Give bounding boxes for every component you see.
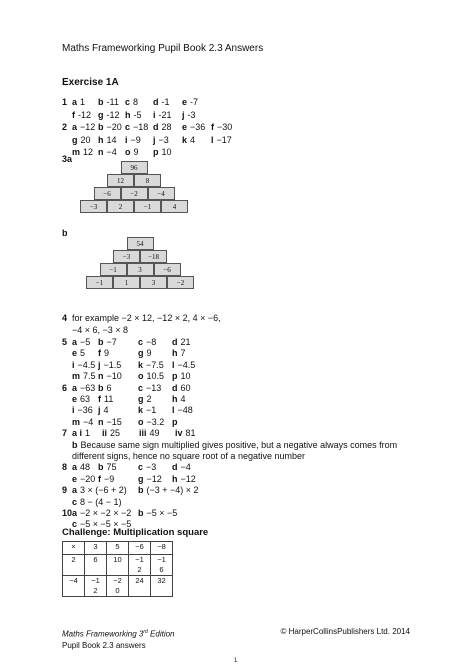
answer-part-label: a [72, 508, 78, 518]
answer-part-label: iv [175, 428, 183, 439]
pyramid-brick: 1 [113, 276, 140, 289]
answer-value: −63 [80, 382, 96, 393]
answer-item [172, 416, 181, 428]
table-cell: 3 [85, 542, 107, 555]
pyramid-brick: −6 [94, 187, 121, 200]
answer-part-label: c [72, 496, 78, 507]
answer-value: 49 [149, 428, 160, 439]
table-cell: 5 [107, 542, 129, 555]
answer-part-label: f [98, 394, 101, 404]
answer-value: 20 [80, 134, 91, 145]
answer-value: 25 [110, 428, 121, 439]
answer-item [172, 461, 191, 473]
answer-value: 28 [161, 122, 172, 132]
answer-item [172, 473, 196, 485]
answer-part-label: l [172, 359, 175, 370]
question-number: 5 [62, 337, 68, 347]
pyramid-brick: 3 [140, 276, 167, 289]
table-cell: −8 [151, 542, 173, 555]
answer-item [138, 370, 164, 382]
q7-b-text [72, 439, 397, 451]
answer-part-label: m [72, 371, 81, 382]
answer-part-label: p [153, 147, 159, 157]
answer-value: 3 × (−6 + 2) [80, 485, 127, 496]
answer-value: 4 [190, 134, 196, 145]
answer-value: 60 [180, 382, 191, 393]
answer-value: 75 [106, 462, 117, 473]
answer-part-label: d [153, 97, 159, 107]
answer-item [72, 461, 90, 473]
answer-value: 1 [85, 428, 91, 439]
page-number: 1 [234, 658, 238, 664]
answer-item [138, 507, 177, 519]
footer-copyright: © HarperCollinsPublishers Ltd. 2014 [280, 627, 410, 636]
answer-part-label: b [98, 122, 104, 132]
answer-item [138, 393, 152, 405]
answer-item [125, 134, 141, 146]
answer-item [98, 416, 122, 428]
answer-value: −2 × −2 × −2 [80, 508, 132, 518]
answer-part-label: k [182, 134, 188, 145]
answer-part-label: j [182, 109, 185, 120]
answer-item [211, 121, 232, 133]
answer-part-label: f [98, 473, 101, 484]
pyramid-brick: 4 [161, 200, 188, 213]
table-row [63, 576, 173, 597]
answer-value: −12 [180, 473, 196, 484]
answer-value: −18 [133, 122, 149, 132]
answer-item [72, 96, 85, 108]
pyramid-brick: 8 [134, 174, 161, 187]
answer-part-label: b [138, 508, 144, 518]
pyramid-brick: −3 [80, 200, 107, 213]
answer-value: −4 [83, 416, 94, 427]
answer-item [98, 382, 112, 394]
answer-item [125, 146, 139, 158]
table-cell: 24 [129, 576, 151, 597]
answer-item [98, 393, 113, 405]
answer-value: −3 [158, 134, 169, 145]
answer-item [72, 404, 93, 416]
answer-value: −4.5 [77, 359, 96, 370]
answer-part-label: f [211, 122, 214, 132]
footer-book: Pupil Book 2.3 answers [62, 640, 146, 650]
answer-value: 11 [104, 394, 114, 404]
pyramid-brick: −4 [148, 187, 175, 200]
pyramid-brick: 54 [127, 237, 154, 250]
answer-value: 14 [106, 134, 117, 145]
answer-item [138, 461, 156, 473]
pyramid-brick: 96 [121, 161, 148, 174]
answer-part-label: ii [102, 428, 108, 439]
answer-value: −13 [146, 382, 162, 393]
pyramid-brick: −2 [121, 187, 148, 200]
answer-part-label: a [72, 337, 78, 347]
answer-value: −3 [146, 462, 157, 473]
answer-value: Because same sign multiplied gives positive, but a negative always comes from [80, 439, 398, 450]
answer-value: 10.5 [146, 371, 165, 382]
answer-item [125, 109, 142, 121]
answer-part-label: o [138, 371, 144, 382]
answer-value: −20 [80, 473, 96, 484]
answer-item [72, 484, 127, 496]
answer-item [98, 121, 122, 133]
answer-value: -5 [133, 109, 142, 120]
answer-item [153, 146, 172, 158]
answer-value: 8 [133, 97, 139, 107]
pyramid-brick: −1 [100, 263, 127, 276]
answer-part-label: l [211, 134, 214, 145]
question-number: 2 [62, 122, 68, 132]
answer-part-label: p [172, 371, 178, 382]
answer-value: -3 [187, 109, 196, 120]
answer-part-label: b [98, 462, 104, 473]
answer-item [98, 336, 117, 348]
answer-value: −4 [106, 147, 117, 157]
answer-part-label: h [172, 473, 178, 484]
answer-item [172, 404, 193, 416]
table-cell: −4 [63, 576, 85, 597]
answer-part-label: j [98, 359, 101, 370]
answer-part-label: b [98, 337, 104, 347]
answer-value: 2 [146, 394, 152, 404]
answer-value: -7 [190, 97, 199, 107]
answer-part-label: e [182, 97, 188, 107]
answer-part-label: a i [72, 428, 83, 439]
table-cell: −2 0 [107, 576, 129, 597]
answer-part-label: j [153, 134, 156, 145]
answer-item [125, 121, 148, 133]
answer-part-label: e [182, 122, 188, 132]
answer-part-label: b [98, 382, 104, 393]
answer-part-label: c [138, 382, 144, 393]
answer-value: −3.2 [146, 416, 165, 427]
answer-part-label: b [138, 485, 144, 496]
answer-part-label: n [98, 147, 104, 157]
answer-item [182, 109, 196, 121]
answer-value: -11 [106, 97, 119, 107]
answer-item [72, 416, 93, 428]
answer-value: 8 − (4 − 1) [80, 496, 122, 507]
multiplication-square [62, 541, 173, 597]
exercise-heading: Exercise 1A [62, 77, 119, 88]
answer-value: 9 [146, 348, 152, 359]
answer-value: −48 [177, 405, 193, 416]
answer-item [72, 496, 122, 508]
answer-item [153, 121, 172, 133]
answer-part-label: n [98, 371, 104, 382]
pyramid-brick: −6 [154, 263, 181, 276]
pyramid-brick: 12 [107, 174, 134, 187]
answer-item [98, 461, 117, 473]
pyramid-brick: 2 [107, 200, 134, 213]
answer-part-label: o [138, 416, 144, 427]
q3b-label: b [62, 228, 68, 238]
answer-value: 63 [80, 394, 91, 404]
answer-item [138, 484, 199, 496]
answer-part-label: e [72, 394, 78, 404]
answer-part-label: m [72, 147, 81, 157]
answer-value: −5 × −5 [146, 508, 178, 518]
question-number: 1 [62, 97, 68, 107]
answer-value: −30 [217, 122, 233, 132]
answer-item [98, 146, 117, 158]
answer-part-label: d [172, 337, 178, 347]
answer-item [139, 427, 160, 439]
answer-value: −9 [130, 134, 141, 145]
question-number: 8 [62, 462, 68, 473]
table-cell: −1 2 [85, 576, 107, 597]
answer-part-label: i [72, 405, 75, 416]
answer-item [72, 121, 95, 133]
table-row [63, 542, 173, 555]
answer-value: −5 × −5 × −5 [80, 519, 132, 530]
answer-item [138, 382, 161, 394]
answer-part-label: c [138, 462, 144, 473]
answer-part-label: c [138, 337, 144, 347]
answer-part-label: b [98, 97, 104, 107]
answer-item [72, 359, 95, 371]
table-row [63, 555, 173, 576]
answer-part-label: g [138, 348, 144, 359]
answer-part-label: f [98, 348, 101, 359]
answer-value: −7.5 [146, 359, 164, 370]
answer-part-label: c [125, 122, 131, 132]
answer-item [72, 347, 85, 359]
answer-part-label: k [138, 405, 144, 416]
answer-part-label: i [153, 109, 156, 120]
answer-part-label: g [98, 109, 104, 120]
answer-part-label: j [98, 405, 101, 416]
answer-item [172, 347, 186, 359]
answer-value: -1 [161, 97, 170, 107]
answer-item [98, 370, 122, 382]
table-cell: 2 [63, 555, 85, 576]
answer-item [153, 134, 169, 146]
footer-left [62, 627, 175, 651]
answer-value: 10 [161, 147, 172, 157]
answer-item [138, 416, 164, 428]
answer-item [98, 404, 109, 416]
answer-value: −1.5 [103, 359, 122, 370]
answer-value: −1 [146, 405, 157, 416]
answer-value: 5 [80, 348, 86, 359]
answer-value: 12 [83, 147, 94, 157]
answer-item [172, 370, 191, 382]
answer-value: −20 [106, 122, 122, 132]
answer-part-label: b [72, 439, 78, 450]
pyramid-brick: −1 [134, 200, 161, 213]
answer-part-label: a [72, 97, 78, 107]
answer-value: −4.5 [177, 359, 196, 370]
answer-value: -12 [106, 109, 120, 120]
pyramid-brick: −18 [140, 250, 167, 263]
answer-item [138, 359, 164, 371]
answer-item [172, 393, 186, 405]
answer-part-label: d [172, 382, 178, 393]
answer-item [211, 134, 232, 146]
answer-value: 81 [185, 428, 196, 439]
answer-part-label: e [72, 473, 78, 484]
answer-item [172, 336, 191, 348]
answer-part-label: a [72, 485, 78, 496]
answer-item [72, 473, 95, 485]
answer-value: −12 [80, 122, 96, 132]
answer-item [182, 134, 195, 146]
answer-item [72, 427, 90, 439]
pyramid-brick: −3 [113, 250, 140, 263]
answer-part-label: h [172, 394, 178, 404]
answer-item [98, 96, 119, 108]
answer-value: −8 [146, 337, 157, 347]
table-cell: 32 [151, 576, 173, 597]
answer-item [172, 382, 191, 394]
answer-value: −7 [106, 337, 117, 347]
answer-value: 9 [104, 348, 110, 359]
answer-item [72, 393, 90, 405]
pyramid-brick: −2 [167, 276, 194, 289]
answer-item [153, 96, 170, 108]
answer-value: −15 [106, 416, 122, 427]
answer-value: 21 [180, 337, 191, 347]
q7-b-text2: different signs, hence no square root of a negative number [72, 451, 305, 461]
answer-value: 9 [133, 147, 139, 157]
answer-value: 48 [80, 462, 91, 473]
answer-value: 6 [106, 382, 112, 393]
answer-item [98, 134, 117, 146]
answer-part-label: a [72, 122, 78, 132]
document-title: Maths Frameworking Pupil Book 2.3 Answers [62, 43, 264, 54]
answer-item [138, 473, 162, 485]
answer-part-label: e [72, 348, 78, 359]
answer-part-label: k [138, 359, 144, 370]
answer-item [72, 370, 96, 382]
answer-part-label: p [172, 416, 178, 427]
answer-item [98, 359, 121, 371]
answer-item [98, 109, 120, 121]
pyramid-brick: −1 [86, 276, 113, 289]
answer-item [138, 336, 156, 348]
question-number: 10 [62, 508, 73, 518]
answer-part-label: i [72, 359, 75, 370]
answer-part-label: a [72, 382, 78, 393]
answer-value: −17 [216, 134, 232, 145]
answer-item [153, 109, 172, 121]
q3a-label: 3a [62, 154, 73, 164]
answer-part-label: d [153, 122, 159, 132]
answer-item [72, 109, 91, 121]
answer-part-label: c [125, 97, 131, 107]
answer-item [72, 134, 91, 146]
answer-part-label: l [172, 405, 175, 416]
challenge-title: Challenge: Multiplication square [62, 527, 209, 538]
answer-part-label: g [72, 134, 78, 145]
answer-part-label: c [72, 519, 78, 530]
answer-value: −9 [104, 473, 115, 484]
answer-value: 4 [180, 394, 186, 404]
answer-item [98, 473, 114, 485]
answer-item [172, 359, 195, 371]
table-cell: −1 2 [129, 555, 151, 576]
question-number: 7 [62, 428, 68, 439]
answer-value: 7 [180, 348, 186, 359]
answer-item [182, 121, 205, 133]
answer-value: −36 [190, 122, 206, 132]
answer-value: −10 [106, 371, 122, 382]
answer-value: 4 [103, 405, 109, 416]
answer-part-label: iii [139, 428, 147, 439]
answer-item [102, 427, 120, 439]
answer-item [72, 146, 93, 158]
answer-item [72, 336, 90, 348]
answer-value: −5 [80, 337, 91, 347]
table-cell: × [63, 542, 85, 555]
answer-item [138, 404, 156, 416]
answer-item [182, 96, 198, 108]
answer-value: (−3 + −4) × 2 [146, 485, 199, 496]
answer-part-label: a [72, 462, 78, 473]
question-number: 9 [62, 485, 68, 496]
table-cell: 10 [107, 555, 129, 576]
answer-value: 1 [80, 97, 86, 107]
q4-text2: −4 × 6, −3 × 8 [72, 325, 129, 335]
answer-item [175, 427, 196, 439]
answer-value: −12 [146, 473, 162, 484]
answer-part-label: i [125, 134, 128, 145]
answer-item [125, 96, 138, 108]
answer-part-label: h [125, 109, 131, 120]
answer-part-label: g [138, 473, 144, 484]
table-cell: 6 [85, 555, 107, 576]
answer-value: -12 [78, 109, 92, 120]
question-number: 6 [62, 382, 68, 393]
question-number: 4 [62, 313, 68, 323]
answer-value: −4 [180, 462, 191, 473]
answer-item [98, 347, 109, 359]
table-cell: −6 [129, 542, 151, 555]
answer-value: -21 [158, 109, 172, 120]
answer-part-label: h [98, 134, 104, 145]
answer-value: 7.5 [83, 371, 96, 382]
footer-edition: Maths Frameworking 3rd Edition [62, 629, 175, 639]
answer-value: −36 [77, 405, 93, 416]
answer-value: 10 [180, 371, 191, 382]
answer-part-label: n [98, 416, 104, 427]
answer-part-label: g [138, 394, 144, 404]
pyramid-brick: 3 [127, 263, 154, 276]
q4-text1: for example −2 × 12, −12 × 2, 4 × −6, [72, 313, 221, 323]
answer-part-label: h [172, 348, 178, 359]
table-cell: −1 6 [151, 555, 173, 576]
answer-part-label: f [72, 109, 75, 120]
answer-item [138, 347, 152, 359]
answer-item [72, 507, 131, 519]
answer-part-label: m [72, 416, 81, 427]
answer-part-label: o [125, 147, 131, 157]
answer-item [72, 382, 95, 394]
answer-part-label: d [172, 462, 178, 473]
